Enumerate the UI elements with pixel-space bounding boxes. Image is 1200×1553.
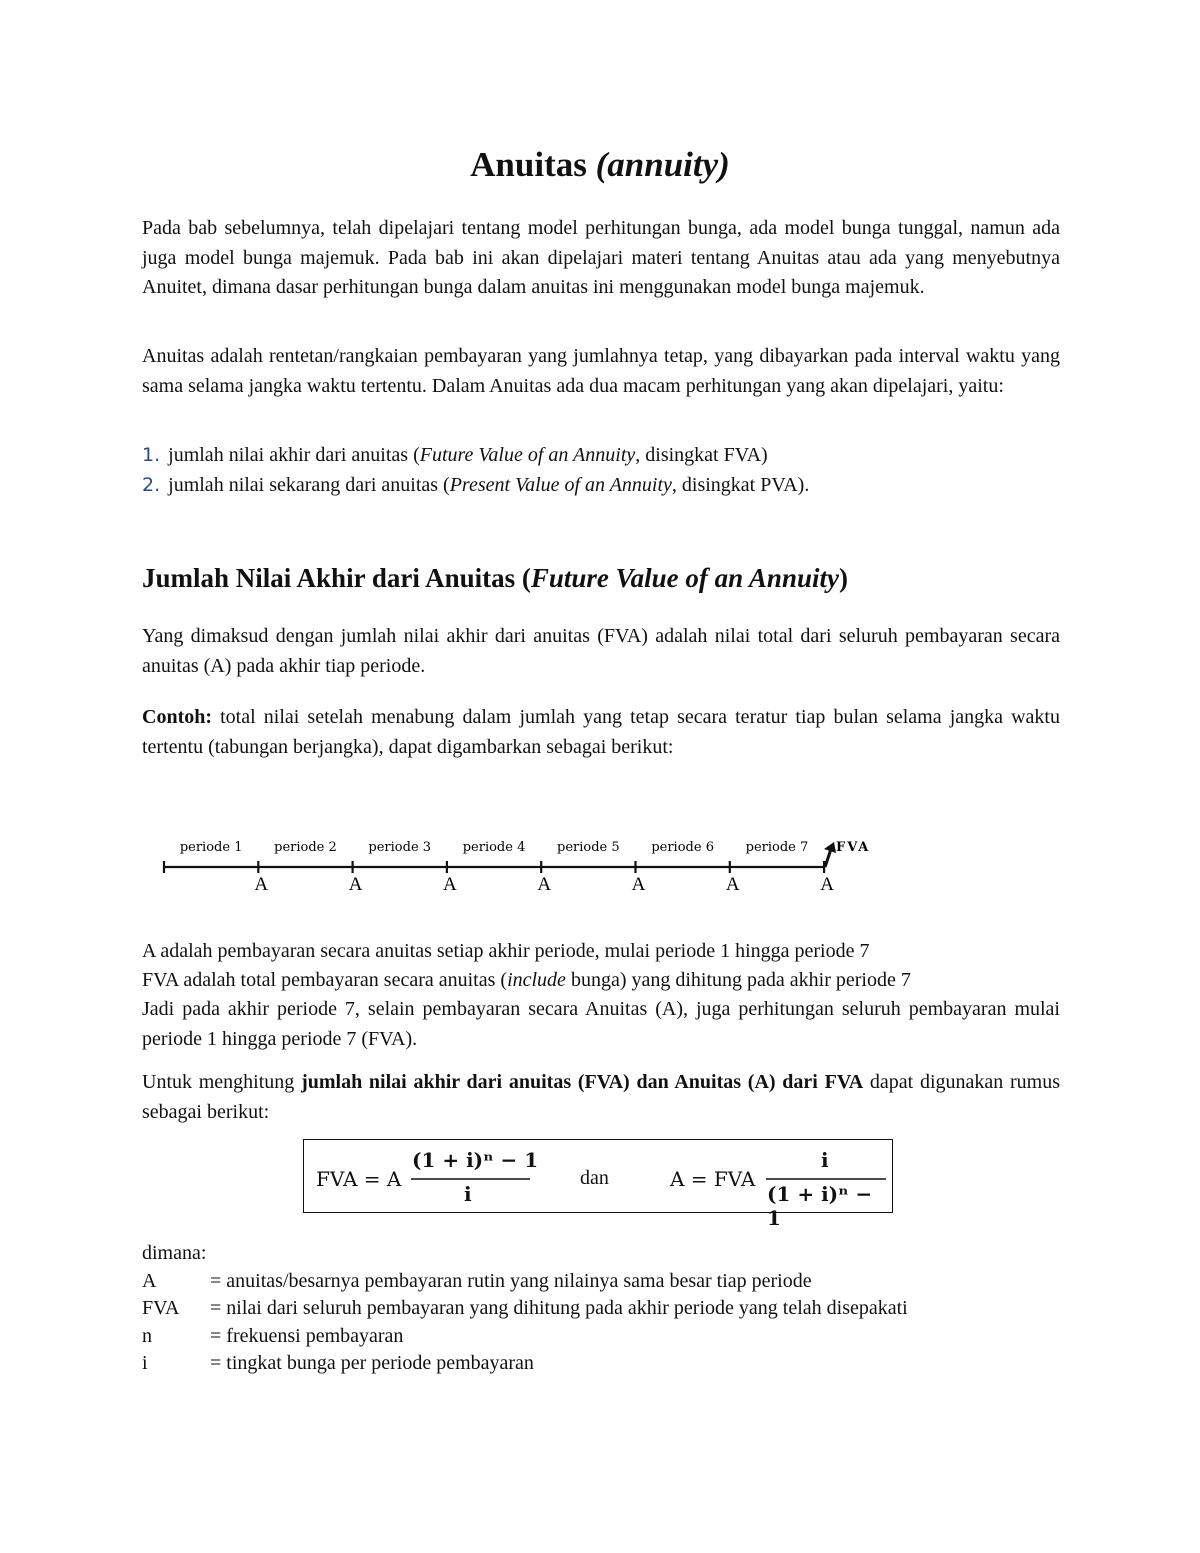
definitions bbox=[142, 1240, 908, 1378]
untuk-text: Untuk menghitung bbox=[142, 1071, 302, 1093]
untuk-text: dapat digunakan rumus sebagai berikut: bbox=[142, 1071, 1061, 1123]
period-label: periode 2 bbox=[274, 840, 337, 855]
formula-left-denominator: i bbox=[464, 1182, 472, 1206]
list-italic: Present Value of an Annuity bbox=[449, 474, 672, 496]
period-label: periode 7 bbox=[745, 840, 809, 855]
definition-text: = nilai dari seluruh pembayaran yang dihitung pada akhir periode yang telah disepakati bbox=[210, 1297, 908, 1319]
list-item bbox=[142, 441, 1060, 471]
note-text: FVA adalah total pembayaran secara anuitas ( bbox=[142, 969, 508, 991]
payment-label: A bbox=[537, 874, 552, 895]
untuk-paragraph bbox=[142, 1068, 1060, 1127]
fva-arrow-shaft bbox=[825, 849, 831, 867]
definition-row bbox=[142, 1350, 908, 1378]
section-paragraph: Yang dimaksud dengan jumlah nilai akhir dari anuitas (FVA) adalah nilai total dari seluruh pembayaran secara anuitas (A) pada akhir tiap periode. bbox=[142, 625, 1060, 677]
payment-label: A bbox=[443, 874, 457, 895]
payment-label: A bbox=[820, 874, 834, 895]
definition-row bbox=[142, 1323, 908, 1351]
contoh-paragraph bbox=[142, 703, 1060, 762]
contoh-label: Contoh: bbox=[142, 706, 213, 728]
page-title bbox=[0, 145, 1200, 185]
definition-text: = anuitas/besarnya pembayaran rutin yang nilainya sama besar tiap periode bbox=[210, 1269, 812, 1292]
list-number: 2. bbox=[142, 474, 161, 496]
list-text: jumlah nilai akhir dari anuitas ( bbox=[168, 444, 420, 466]
definition-symbol: i bbox=[142, 1352, 148, 1374]
period-label: periode 3 bbox=[368, 840, 432, 855]
definition-symbol: A bbox=[142, 1269, 157, 1292]
note-line-1: A adalah pembayaran secara anuitas setiap akhir periode, mulai periode 1 hingga periode 7 bbox=[142, 940, 870, 962]
untuk-bold: jumlah nilai akhir dari anuitas (FVA) dan Anuitas (A) dari FVA bbox=[301, 1071, 864, 1093]
section-heading-text: Jumlah Nilai Akhir dari Anuitas ( bbox=[142, 563, 531, 593]
intro-paragraph-1: Pada bab sebelumnya, telah dipelajari tentang model perhitungan bunga, ada model bunga tunggal, namun ada juga model bunga majemuk. Pada bab ini akan dipelajari materi tentang Anuitas atau ada yang menyebutnya Anuitet, dimana dasar perhitungan bunga dalam anuitas ini menggunakan model bunga majemuk. bbox=[142, 217, 1060, 298]
payment-label: A bbox=[725, 874, 740, 895]
period-label: periode 4 bbox=[462, 840, 526, 855]
list-italic: Future Value of an Annuity bbox=[419, 444, 636, 466]
intro-paragraph-2: Anuitas adalah rentetan/rangkaian pembayaran yang jumlahnya tetap, yang dibayarkan pada interval waktu yang sama selama jangka waktu tertentu. Dalam Anuitas ada dua macam perhitungan yang akan dipelajari, yaitu: bbox=[142, 345, 1060, 397]
definition-symbol: FVA bbox=[142, 1297, 180, 1319]
note-italic: include bbox=[507, 969, 566, 991]
timeline-diagram bbox=[150, 830, 890, 900]
payment-label: A bbox=[254, 874, 269, 895]
definition-row bbox=[142, 1268, 908, 1296]
definitions-intro: dimana: bbox=[142, 1242, 207, 1264]
note-line-3: Jadi pada akhir periode 7, selain pembayaran secara Anuitas (A), juga perhitungan seluruh pembayaran mulai periode 1 hingga periode 7 (FVA). bbox=[142, 998, 1060, 1050]
list-item bbox=[142, 471, 1060, 501]
list-number: 1. bbox=[142, 444, 161, 466]
definition-text: = tingkat bunga per periode pembayaran bbox=[210, 1352, 534, 1374]
formula-left-lhs: FVA = A bbox=[316, 1167, 402, 1191]
definition-text: = frekuensi pembayaran bbox=[210, 1324, 404, 1347]
payment-label: A bbox=[631, 874, 646, 895]
note-text: bunga) yang dihitung pada akhir periode 7 bbox=[565, 969, 911, 991]
contoh-text: total nilai setelah menabung dalam jumlah yang tetap secara teratur tiap bulan selama jangka waktu tertentu (tabungan berjangka), dapat digambarkan sebagai berikut: bbox=[142, 706, 1060, 758]
formula-left-numerator: (1 + i)ⁿ − 1 bbox=[412, 1148, 539, 1172]
period-label: periode 1 bbox=[179, 840, 243, 855]
period-label: periode 6 bbox=[651, 840, 714, 855]
formula-box bbox=[303, 1139, 893, 1230]
list-text: jumlah nilai sekarang dari anuitas ( bbox=[168, 474, 450, 496]
period-label: periode 5 bbox=[557, 840, 620, 855]
payment-label: A bbox=[348, 874, 363, 895]
formula-right-lhs: A = FVA bbox=[670, 1167, 756, 1191]
formula-right-numerator: i bbox=[821, 1148, 829, 1172]
list-text: , disingkat FVA) bbox=[635, 444, 768, 466]
list-text: , disingkat PVA). bbox=[671, 474, 810, 496]
formula-right-denominator: (1 + i)ⁿ − 1 bbox=[767, 1182, 873, 1230]
definition-symbol: n bbox=[142, 1324, 152, 1347]
title-main: Anuitas bbox=[470, 145, 587, 184]
formula-dan: dan bbox=[580, 1167, 609, 1189]
section-heading-italic: Future Value of an Annuity bbox=[530, 563, 839, 593]
title-italic: (annuity) bbox=[595, 145, 730, 184]
definition-row bbox=[142, 1295, 908, 1323]
fva-label: FVA bbox=[836, 840, 871, 855]
note-line-2 bbox=[142, 966, 1060, 996]
section-heading bbox=[142, 563, 848, 594]
section-heading-close: ) bbox=[838, 563, 848, 593]
